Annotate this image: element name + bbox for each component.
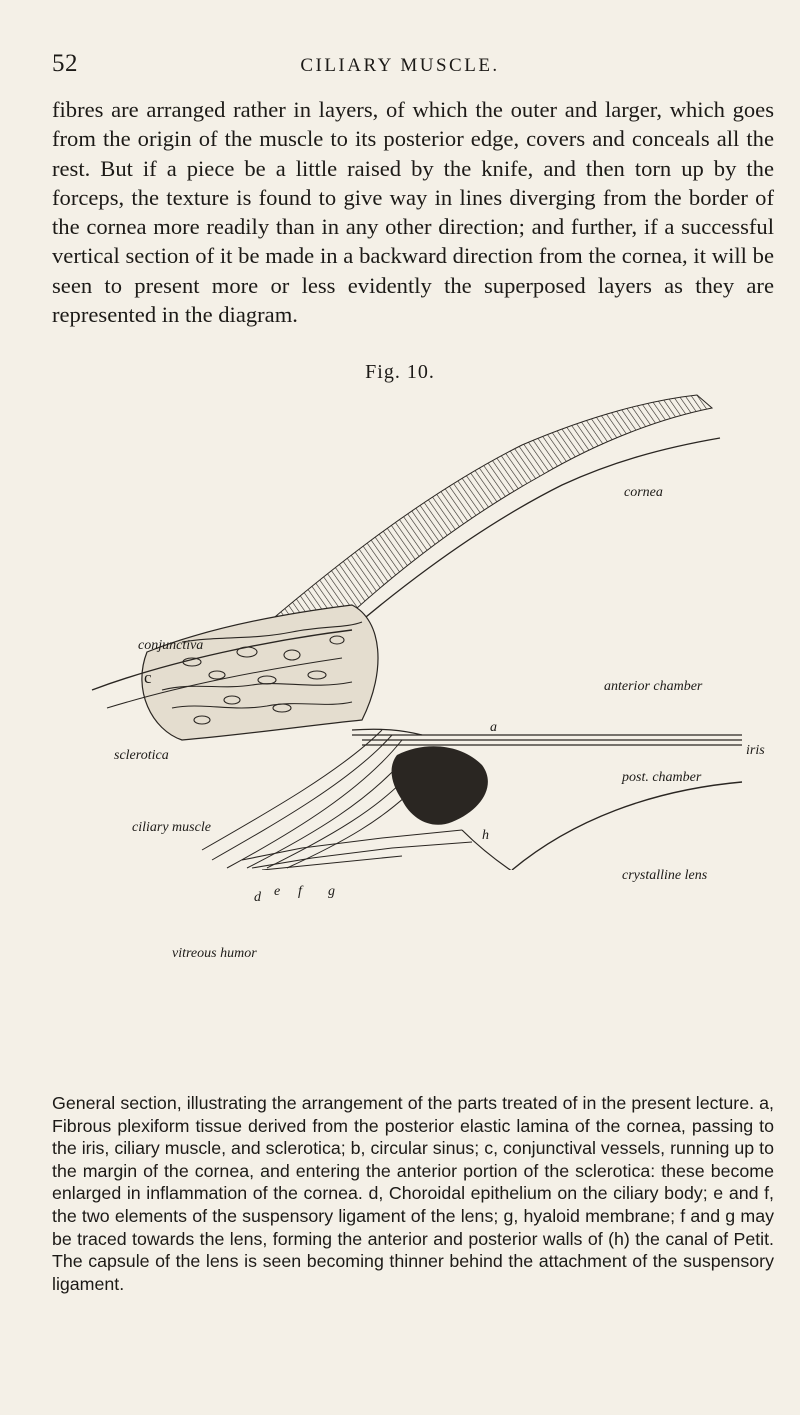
ciliary-muscle-fibres — [202, 730, 427, 868]
label-f: f — [298, 884, 302, 899]
figure-label: Fig. 10. — [365, 361, 435, 383]
label-cornea: cornea — [624, 485, 663, 500]
lens-anterior — [512, 782, 742, 870]
suspensory-ligament — [242, 830, 472, 870]
label-ciliary-muscle: ciliary muscle — [132, 820, 211, 835]
lens-posterior — [462, 830, 702, 870]
label-anterior-chamber: anterior chamber — [604, 679, 703, 694]
anatomical-diagram — [52, 390, 772, 961]
sclerotica-mass — [142, 605, 378, 740]
body-paragraph: fibres are arranged rather in layers, of which the outer and larger, which goes from the origin of the muscle to its posterior edge, covers and conceals all the rest. But if a piece be a little raised by the knife, and then torn up by the forceps, the texture is found to give way in lines diverging from the border of the cornea more readily than in any other direction; and further, if a successful vertical section of it be made in a backward direction from the cornea, it will be seen to present more or less evidently the superposed layers as they are represented in the diagram. — [52, 97, 774, 328]
label-d: d — [254, 890, 261, 905]
ciliary-body — [392, 746, 488, 824]
label-iris: iris — [746, 743, 765, 758]
label-vitreous-humor: vitreous humor — [172, 946, 257, 961]
label-a: a — [490, 720, 497, 735]
running-title: CILIARY MUSCLE. — [300, 55, 500, 76]
diagram-drawing — [52, 390, 772, 870]
page-number: 52 — [52, 50, 78, 77]
iris-band — [352, 729, 742, 745]
label-crystalline-lens: crystalline lens — [622, 868, 708, 883]
label-g: g — [328, 884, 335, 899]
figure-caption: General section, illustrating the arrangement of the parts treated of in the present lecture. a, Fibrous plexiform tissue derived from the posterior elastic lamina of the cornea, passing to the iris, ciliary muscle, and sclerotica; b, circular sinus; c, conjunctival vessels, running up to the margin of the cornea, and entering the anterior portion of the sclerotica: these become enlarged in inflammation of the cornea. d, Choroidal epithelium on the ciliary body; e and f, the two elements of the suspensory ligament of the lens; g, hyaloid membrane; f and g may be traced towards the lens, forming the anterior and posterior walls of (h) the canal of Petit. The capsule of the lens is seen becoming thinner behind the attachment of the suspensory ligament. — [52, 1093, 774, 1294]
label-post-chamber: post. chamber — [622, 770, 702, 785]
label-conjunctiva: conjunctiva — [138, 638, 204, 653]
label-h: h — [482, 828, 489, 843]
label-c: c — [144, 668, 152, 687]
label-e: e — [274, 884, 281, 899]
label-sclerotica: sclerotica — [114, 748, 169, 763]
